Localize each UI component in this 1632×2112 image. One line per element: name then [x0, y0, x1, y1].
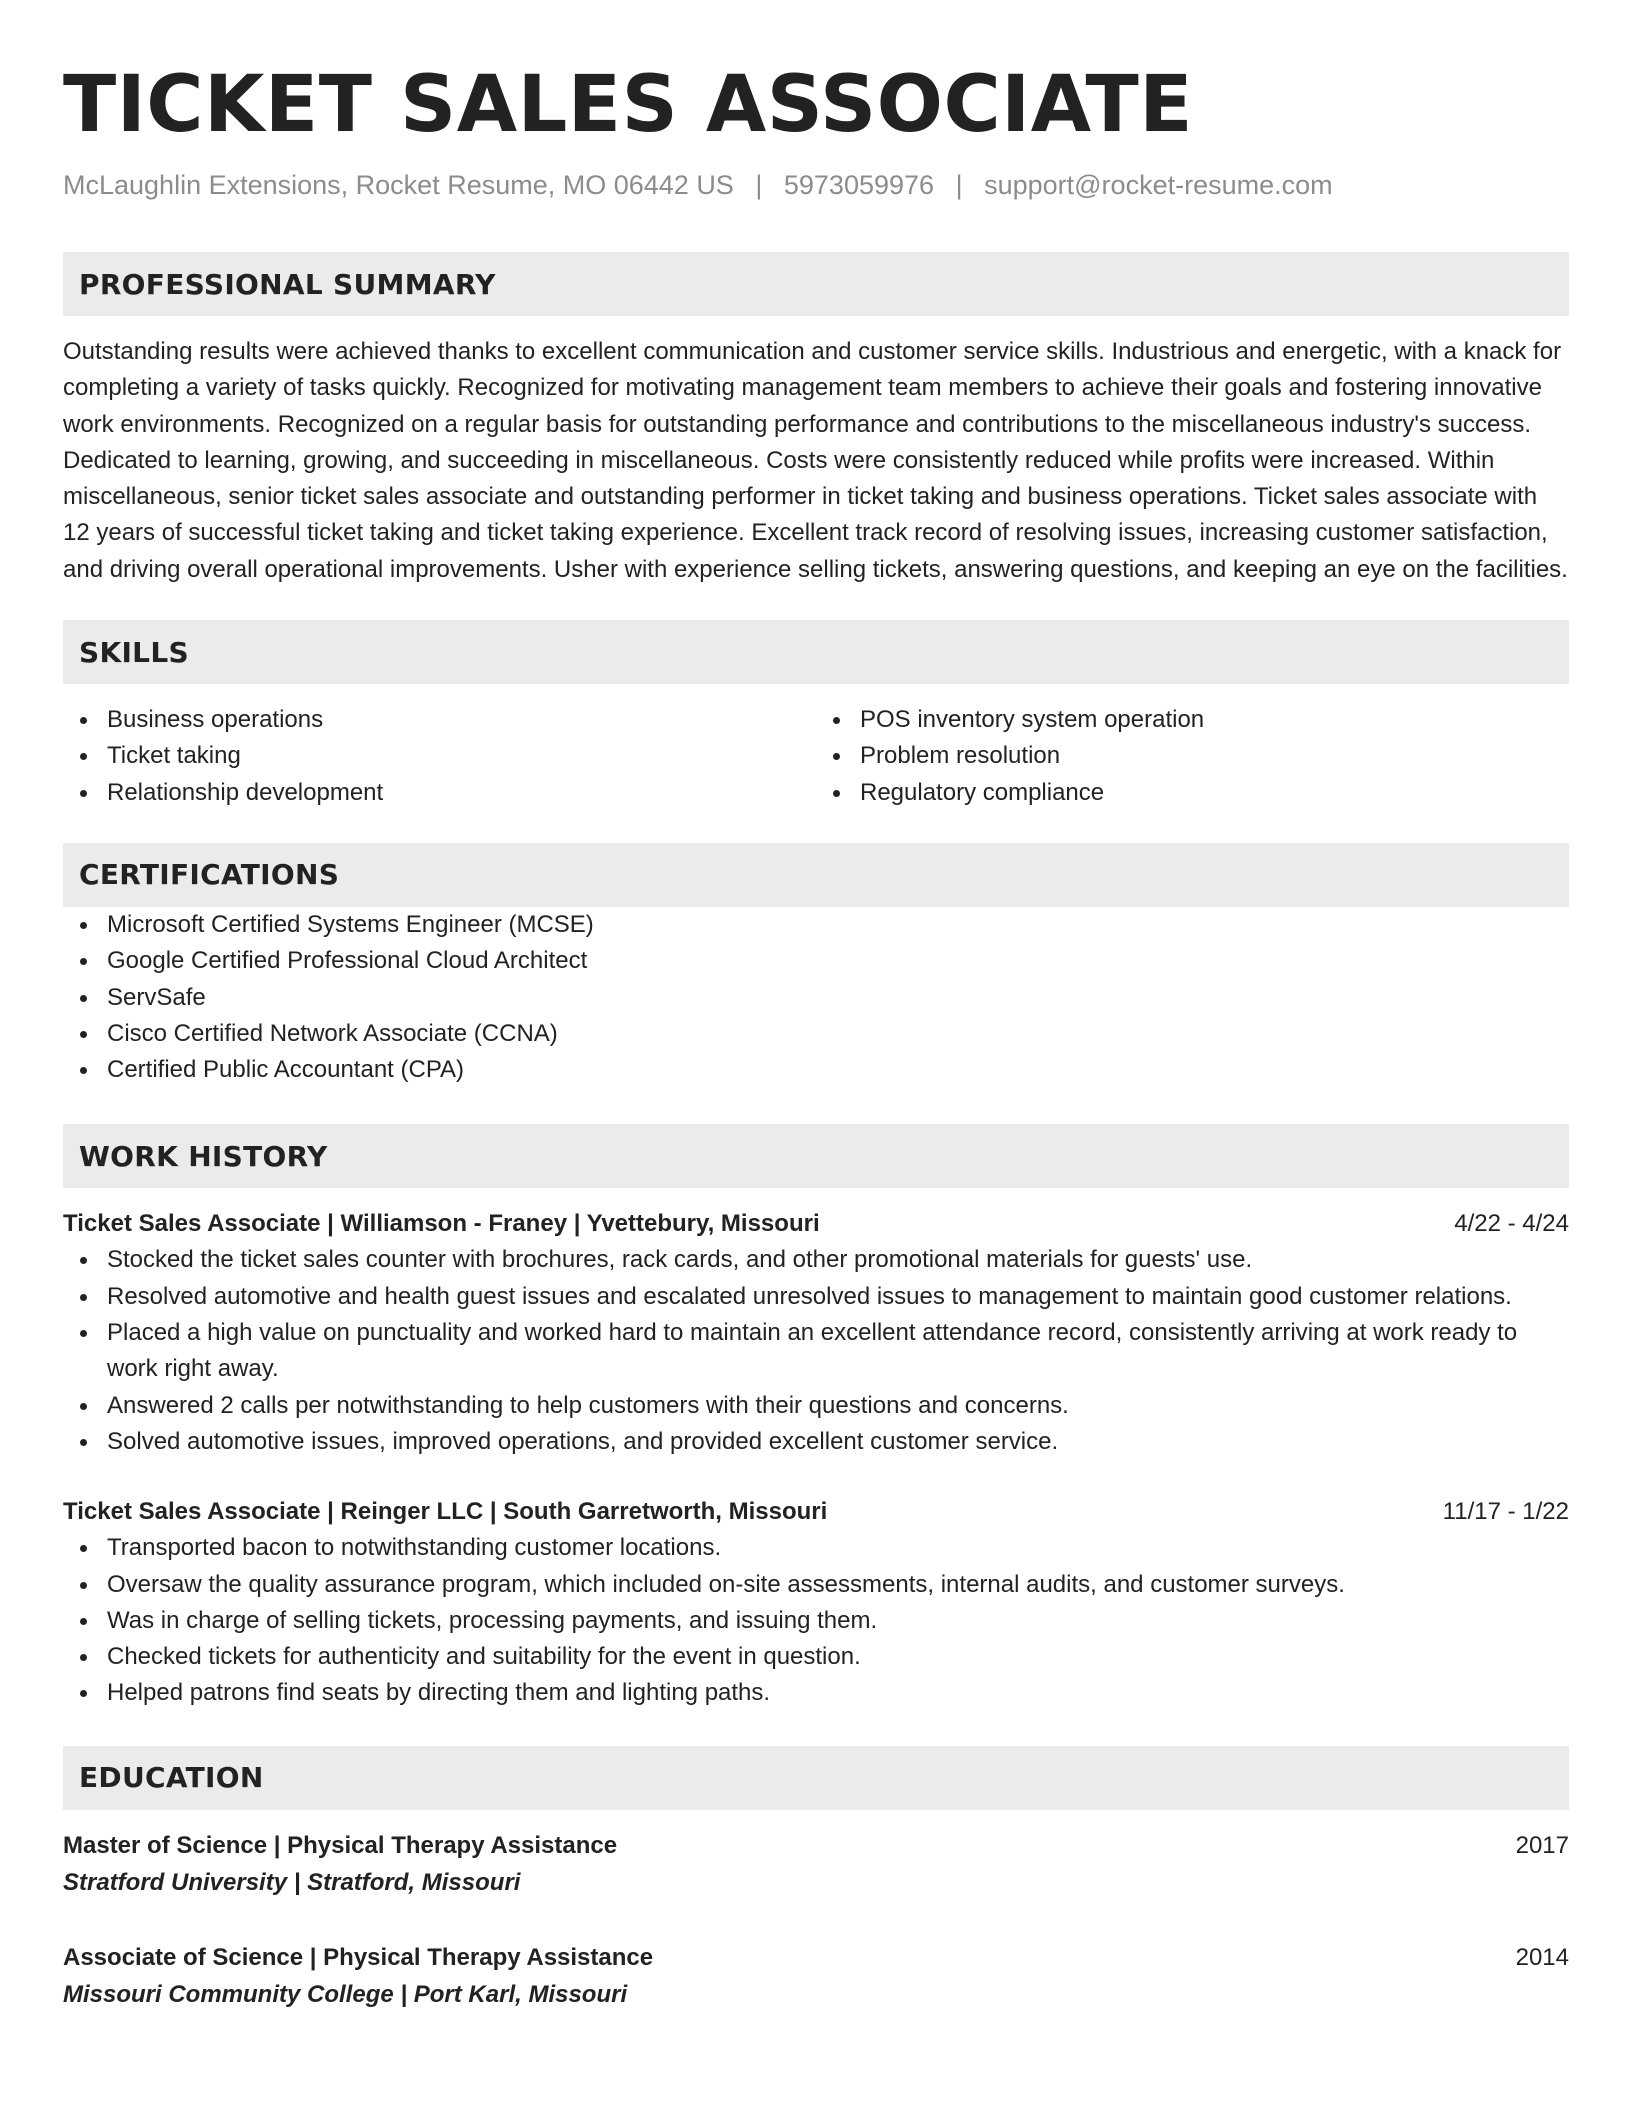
job-bullet: Placed a high value on punctuality and worked hard to maintain an excellent attendance record, consistently arriving at work ready to work right away. [63, 1315, 1569, 1388]
certification-item: Microsoft Certified Systems Engineer (MCSE) [63, 907, 1569, 943]
resume-title: TICKET SALES ASSOCIATE [63, 60, 1194, 150]
education-year: 2017 [1515, 1831, 1569, 1859]
job-dates: 11/17 - 1/22 [1442, 1498, 1569, 1526]
contact-separator: | [955, 170, 963, 200]
job-bullet: Resolved automotive and health guest issues and escalated unresolved issues to management to maintain good customer relations. [63, 1279, 1569, 1315]
section-header-skills: SKILLS [63, 620, 1569, 684]
summary-text: Outstanding results were achieved thanks to excellent communication and customer service skills. Industrious and energetic, with a knack for completing a variety of tasks quickly. Recognized for motivating management team members to achieve their goals and fostering innovative work environments. Recognized on a regular basis for outstanding performance and contributions to the miscellaneous industry's success. Dedicated to learning, growing, and succeeding in miscellaneous. Costs were consistently reduced while profits were increased. Within miscellaneous, senior ticket sales associate and outstanding performer in ticket taking and business operations. Ticket sales associate with 12 years of successful ticket taking and ticket taking experience. Excellent track record of resolving issues, increasing customer satisfaction, and driving overall operational improvements. Usher with experience selling tickets, answering questions, and keeping an eye on the facilities. [63, 338, 1568, 583]
section-header-work-history: WORK HISTORY [63, 1124, 1569, 1188]
education-year: 2014 [1515, 1943, 1569, 1971]
skill-item: Problem resolution [816, 738, 1569, 774]
certification-item: ServSafe [63, 980, 1569, 1016]
job-bullet: Transported bacon to notwithstanding customer locations. [63, 1530, 1569, 1566]
skills-column-right [816, 702, 1569, 811]
job-bullets [63, 1242, 1569, 1460]
education-entry [63, 1940, 1569, 2014]
job-bullet: Oversaw the quality assurance program, which included on-site assessments, internal audits, and customer surveys. [63, 1567, 1569, 1603]
education-entry [63, 1828, 1569, 1902]
job-bullet: Was in charge of selling tickets, processing payments, and issuing them. [63, 1603, 1569, 1639]
skill-item: Regulatory compliance [816, 775, 1569, 811]
certification-item: Google Certified Professional Cloud Architect [63, 943, 1569, 979]
education-row [63, 1828, 1569, 1864]
contact-address: McLaughlin Extensions, Rocket Resume, MO 06442 US [63, 170, 734, 200]
certification-item: Certified Public Accountant (CPA) [63, 1052, 1569, 1088]
section-header-summary: PROFESSIONAL SUMMARY [63, 252, 1569, 316]
job-header [63, 1494, 1569, 1530]
skill-item: Ticket taking [63, 738, 816, 774]
skill-item: Business operations [63, 702, 816, 738]
contact-email: support@rocket-resume.com [984, 170, 1333, 200]
job-bullet: Checked tickets for authenticity and suitability for the event in question. [63, 1639, 1569, 1675]
job-header [63, 1206, 1569, 1242]
job-bullet: Stocked the ticket sales counter with brochures, rack cards, and other promotional materials for guests' use. [63, 1242, 1569, 1278]
education-degree: Associate of Science | Physical Therapy Assistance [63, 1943, 654, 1971]
skills-grid [63, 702, 1569, 811]
contact-phone: 5973059976 [783, 170, 935, 200]
job-bullets [63, 1530, 1569, 1711]
education-row [63, 1940, 1569, 1976]
contact-line [63, 168, 1569, 202]
job-dates: 4/22 - 4/24 [1454, 1210, 1569, 1238]
job-bullet: Answered 2 calls per notwithstanding to help customers with their questions and concerns. [63, 1388, 1569, 1424]
job-title: Ticket Sales Associate | Williamson - Franey | Yvettebury, Missouri [63, 1210, 820, 1238]
skill-item: Relationship development [63, 775, 816, 811]
job-bullet: Solved automotive issues, improved operations, and provided excellent customer service. [63, 1424, 1569, 1460]
certifications-list [63, 907, 1569, 1088]
section-header-certifications: CERTIFICATIONS [63, 843, 1569, 907]
certification-item: Cisco Certified Network Associate (CCNA) [63, 1016, 1569, 1052]
contact-separator: | [755, 170, 763, 200]
skill-item: POS inventory system operation [816, 702, 1569, 738]
section-header-education: EDUCATION [63, 1746, 1569, 1810]
education-school: Missouri Community College | Port Karl, Missouri [63, 1980, 628, 2008]
skills-column-left [63, 702, 816, 811]
job-title: Ticket Sales Associate | Reinger LLC | South Garretworth, Missouri [63, 1498, 828, 1526]
education-degree: Master of Science | Physical Therapy Assistance [63, 1831, 618, 1859]
education-school: Stratford University | Stratford, Missouri [63, 1868, 521, 1896]
job-bullet: Helped patrons find seats by directing them and lighting paths. [63, 1675, 1569, 1711]
